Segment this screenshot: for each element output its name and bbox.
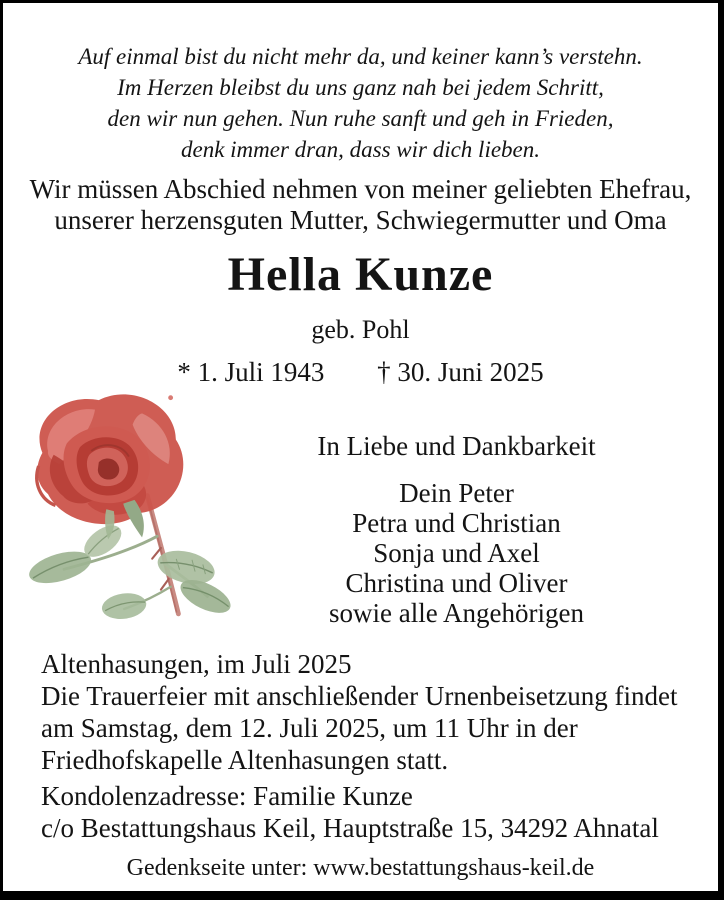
deceased-name: Hella Kunze: [227, 248, 494, 301]
rose-head: [37, 394, 184, 539]
service-line: am Samstag, dem 12. Juli 2025, um 11 Uhr in der: [41, 713, 578, 743]
rose-image: [23, 389, 295, 641]
memorial-poem: [3, 41, 718, 165]
announcement-line: Wir müssen Abschied nehmen von meiner geliebten Ehefrau,: [29, 174, 692, 204]
condolence-line: Kondolenzadresse: Familie Kunze: [41, 781, 413, 811]
place-date-line: Altenhasungen, im Juli 2025: [41, 649, 352, 679]
poem-line: Auf einmal bist du nicht mehr da, und keiner kann’s verstehn.: [78, 44, 643, 69]
tribute-heading: In Liebe und Dankbarkeit: [317, 431, 596, 461]
mourner-line: Sonja und Axel: [373, 538, 540, 568]
service-info: [41, 680, 718, 776]
mourner-line: Christina und Oliver: [345, 568, 568, 598]
mourner-line: sowie alle Angehörigen: [329, 598, 584, 628]
condolence-info: [41, 780, 718, 844]
announcement-text: [3, 174, 718, 236]
mourners-list: [295, 478, 618, 628]
paint-speck: [168, 395, 173, 400]
middle-section: [3, 389, 718, 643]
maiden-name: geb. Pohl: [311, 315, 410, 344]
announcement-line: unserer herzensguten Mutter, Schwiegermutter und Oma: [54, 205, 667, 235]
rose-illustration: [23, 389, 295, 643]
rose-leaves: [26, 519, 236, 621]
mourner-line: Dein Peter: [399, 478, 514, 508]
service-line: Friedhofskapelle Altenhasungen statt.: [41, 745, 449, 775]
mourner-line: Petra und Christian: [352, 508, 561, 538]
death-date: † 30. Juni 2025: [377, 357, 544, 387]
poem-line: Im Herzen bleibst du uns ganz nah bei jedem Schritt,: [117, 75, 604, 100]
tribute-block: [295, 389, 718, 643]
poem-line: denk immer dran, dass wir dich lieben.: [180, 137, 540, 162]
condolence-line: c/o Bestattungshaus Keil, Hauptstraße 15, 34292 Ahnatal: [41, 813, 659, 843]
details-section: [41, 648, 718, 844]
service-line: Die Trauerfeier mit anschließender Urnenbeisetzung findet: [41, 681, 678, 711]
memorial-site-line: Gedenkseite unter: www.bestattungshaus-keil.de: [126, 855, 595, 881]
poem-line: den wir nun gehen. Nun ruhe sanft und geh in Frieden,: [107, 106, 614, 131]
life-dates: [3, 357, 718, 387]
birth-date: * 1. Juli 1943: [177, 357, 325, 387]
